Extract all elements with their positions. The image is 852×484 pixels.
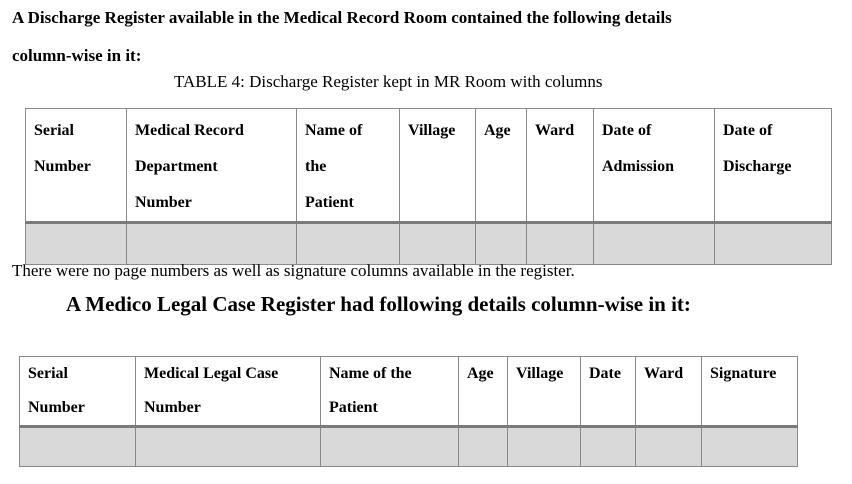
table-cell [136,427,321,467]
header-line: Age [484,122,511,139]
header-line: Age [467,365,494,382]
table-cell [400,223,476,265]
header-line: Patient [329,399,378,416]
header-line: Admission [602,158,675,175]
header-line: Date of [723,122,773,139]
header-line: Medical Record [135,122,244,139]
header-line: Medical Legal Case [144,365,279,382]
column-header [702,357,798,427]
table-cell [321,427,459,467]
medico-legal-heading: A Medico Legal Case Register had following details column-wise in it: [66,292,691,316]
header-line: Discharge [723,158,792,175]
column-header [127,109,297,223]
header-line: Name of [305,122,363,139]
header-line: Department [135,158,218,175]
column-header [581,357,636,427]
header-line: Serial [34,122,74,139]
column-header [400,109,476,223]
header-line: Number [144,399,201,416]
column-header [527,109,594,223]
header-line: Village [516,365,564,382]
medico-legal-case-register-table [19,356,798,467]
table-row [26,223,832,265]
column-header [715,109,832,223]
header-line: Ward [535,122,575,139]
header-line: Signature [710,365,777,382]
column-header [476,109,527,223]
table-cell [459,427,508,467]
column-header [508,357,581,427]
register-note: There were no page numbers as well as signature columns available in the register. [12,261,575,280]
column-header [636,357,702,427]
column-header [297,109,400,223]
header-line: Date [589,365,621,382]
table-cell [527,223,594,265]
header-line: Ward [644,365,684,382]
table-cell [127,223,297,265]
column-header [20,357,136,427]
table-cell [636,427,702,467]
discharge-register-header-row [26,109,832,223]
header-line: Number [34,158,91,175]
intro-paragraph-line-1: A Discharge Register available in the Medical Record Room contained the following details [12,8,672,27]
intro-paragraph-line-2: column-wise in it: [12,46,142,65]
header-line: Name of the [329,365,412,382]
table-row [20,427,798,467]
header-line: Number [28,399,85,416]
header-line: Date of [602,122,652,139]
column-header [594,109,715,223]
table-cell [476,223,527,265]
column-header [321,357,459,427]
header-line: Patient [305,194,354,211]
table-cell [702,427,798,467]
discharge-register-table [25,108,832,265]
table-cell [715,223,832,265]
header-line: Number [135,194,192,211]
column-header [136,357,321,427]
header-line: the [305,158,327,175]
table-cell [26,223,127,265]
header-line: Village [408,122,456,139]
table-cell [508,427,581,467]
table-4-caption: TABLE 4: Discharge Register kept in MR Room with columns [174,72,603,91]
table-cell [20,427,136,467]
table-cell [594,223,715,265]
medico-legal-header-row [20,357,798,427]
table-cell [297,223,400,265]
column-header [459,357,508,427]
table-cell [581,427,636,467]
header-line: Serial [28,365,68,382]
column-header [26,109,127,223]
